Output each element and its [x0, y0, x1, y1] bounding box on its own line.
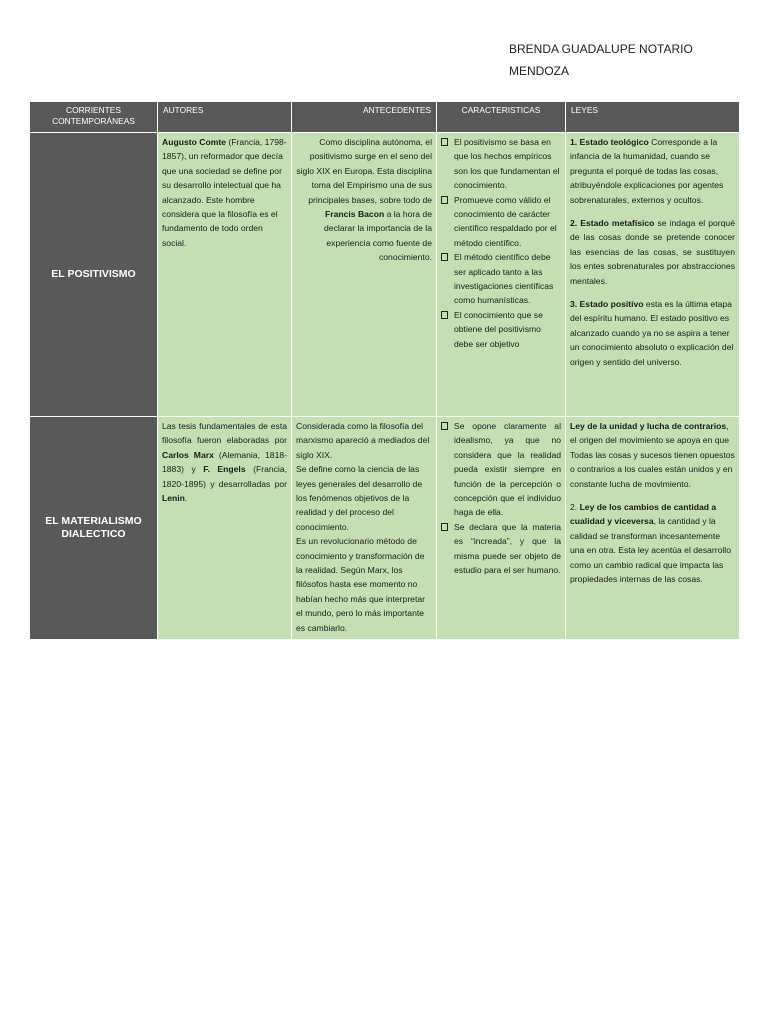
- materialismo-ley-text: , el origen del movimiento se apoya en que Todas las cosas y sucesos tienen opuestos o contrarios a los cuales están unidos y en constante lucha de movimiento.: [570, 421, 735, 489]
- row-head-positivismo-label: EL POSITIVISMO: [51, 268, 136, 280]
- materialismo-antecedentes-p3: Es un revolucionario método de conocimiento y transformación de la realidad. Según Marx, los filósofos hasta ese momento no habían hecho más que interpretar el mundo, pero lo más importante es cambiarlo.: [296, 536, 425, 633]
- materialismo-ley-text: , la cantidad y la calidad se transforman incesantemente una en otra. Esta ley acentúa el desarrollo como un cambio radical que impacta las propiedades internas de las cosas.: [570, 516, 731, 585]
- positivismo-ley-text: esta es la última etapa del espíritu humano. El estado positivo es alcanzado cuando ya no se aspira a tener un conocimiento absoluto o explicación del origen y sentido del universo.: [570, 299, 734, 367]
- materialismo-autores-text1: Las tesis fundamentales de esta filosofía fueron elaboradas por: [162, 421, 287, 446]
- author-name-line1: BRENDA GUADALUPE NOTARIO: [509, 42, 693, 56]
- bullet-box-icon: [441, 196, 448, 204]
- positivismo-ley-title: 1. Estado teológico: [570, 137, 649, 147]
- positivismo-ley-title: 3. Estado positivo: [570, 299, 644, 310]
- positivismo-ley-item: [570, 216, 735, 288]
- positivismo-caracteristica-item: [441, 308, 561, 351]
- positivismo-caracteristica-text: Promueve como válido el conocimiento de carácter científico respaldado por el método científico.: [454, 194, 557, 248]
- header-antecedentes: [292, 102, 436, 132]
- positivismo-caracteristica-item: [441, 135, 561, 193]
- positivismo-autores-text: (Francia, 1798-1857), un reformador que decía que una sociedad se define por su desarrollo intelectual que ha alcanzado. Este hombre considera que la filosofía es el fundamento de todo orden social.: [162, 137, 287, 248]
- row-head-materialismo-line2: DIALECTICO: [61, 528, 126, 540]
- header-autores-label: AUTORES: [163, 105, 204, 115]
- materialismo-autor-engels: F. Engels: [203, 464, 246, 475]
- positivismo-antecedentes-text2: a la hora de declarar la importancia de la experiencia como fuente de conocimiento.: [324, 209, 432, 263]
- materialismo-caracteristica-text: Se opone claramente al idealismo, ya que no considera que la realidad pueda existir siempre en función de la percepción o concepción que el individuo haga de ella.: [454, 421, 561, 518]
- positivismo-caracteristicas: [437, 133, 565, 416]
- materialismo-caracteristica-item: [441, 520, 561, 578]
- positivismo-caracteristica-item: [441, 250, 561, 308]
- positivismo-ley-text: Corresponde a la infancia de la humanidad, cuando se pregunta el porqué de todas las cosas, atribuyéndole explicaciones por agentes sobrenaturales, externos y ocultos.: [570, 137, 724, 205]
- positivismo-ley-item: [570, 135, 735, 207]
- materialismo-caracteristica-text: Se declara que la materia es “increada”, y que la misma puede ser objeto de estudio para el ser humano.: [454, 521, 561, 576]
- positivismo-ley-item: [570, 297, 735, 369]
- positivismo-ley-title: 2. Estado metafísico: [570, 218, 655, 229]
- row-head-materialismo: [30, 417, 157, 639]
- author-name-line2: MENDOZA: [509, 64, 569, 78]
- materialismo-caracteristicas: [437, 417, 565, 639]
- header-corrientes-line2: CONTEMPORÁNEAS: [52, 116, 135, 126]
- positivismo-autores: [158, 133, 291, 416]
- positivismo-caracteristica-text: El método científico debe ser aplicado tanto a las investigaciones científicas como humanísticas.: [454, 252, 554, 306]
- materialismo-autor-marx: Carlos Marx: [162, 449, 214, 460]
- header-corrientes-line1: CORRIENTES: [66, 105, 121, 115]
- header-leyes-label: LEYES: [571, 105, 599, 115]
- materialismo-autor-lenin: Lenin: [162, 493, 185, 504]
- materialismo-autores-text2: (Alemania, 1818-1883) y: [162, 449, 287, 475]
- materialismo-autores: [158, 417, 291, 639]
- materialismo-antecedentes: [292, 417, 436, 639]
- materialismo-antecedentes-p2: Se define como la ciencia de las leyes generales del desarrollo de los fenómenos objetivos de la realidad y del proceso del conocimiento.: [296, 464, 423, 532]
- bullet-box-icon: [441, 253, 448, 261]
- row-head-materialismo-line1: EL MATERIALISMO: [45, 515, 142, 527]
- bullet-box-icon: [441, 523, 448, 531]
- bullet-box-icon: [441, 311, 448, 319]
- materialismo-ley-number: 2.: [570, 502, 580, 513]
- header-caracteristicas: [437, 102, 565, 132]
- materialismo-caracteristica-item: [441, 419, 561, 520]
- materialismo-ley-title: Ley de la unidad y lucha de contrarios: [570, 421, 727, 431]
- bullet-box-icon: [441, 422, 448, 430]
- materialismo-autores-text3: (Francia, 1820-1895) y desarrolladas por: [162, 464, 287, 489]
- materialismo-antecedentes-p1: Considerada como la filosofía del marxismo apareció a mediados del siglo XIX.: [296, 421, 430, 460]
- positivismo-antecedentes: [292, 133, 436, 416]
- row-head-positivismo: [30, 133, 157, 416]
- materialismo-ley-item: [570, 419, 735, 491]
- positivismo-caracteristica-text: El positivismo se basa en que los hechos empíricos son los que fundamentan el conocimiento.: [454, 137, 560, 191]
- positivismo-autor-comte: Augusto Comte: [162, 137, 226, 147]
- positivismo-caracteristica-item: [441, 193, 561, 251]
- positivismo-antecedentes-bacon: Francis Bacon: [324, 209, 385, 220]
- materialismo-ley-item: [570, 500, 735, 586]
- bullet-box-icon: [441, 138, 448, 146]
- header-corrientes: [30, 102, 157, 132]
- header-antecedentes-label: ANTECEDENTES: [363, 105, 431, 115]
- comparison-table: [30, 102, 739, 639]
- positivismo-ley-text: se indaga el porqué de las cosas donde se pretende conocer las esencias de las cosas, se sustituyen los entes sobrenaturales por abstracciones mentales.: [570, 218, 735, 286]
- positivismo-caracteristica-text: El conocimiento que se obtiene del positivismo debe ser objetivo: [454, 309, 543, 349]
- positivismo-antecedentes-text1: Como disciplina autónoma, el positivismo surge en el seno del siglo XIX en Europa. Esta disciplina toma del Empirismo una de sus principales bases, sobre todo de: [296, 137, 432, 205]
- header-leyes: [566, 102, 739, 132]
- materialismo-autores-text4: .: [184, 493, 188, 504]
- materialismo-ley-title: Ley de los cambios de cantidad a cualidad y viceversa: [570, 502, 717, 527]
- positivismo-leyes: [566, 133, 739, 416]
- author-name: [509, 38, 693, 82]
- header-autores: [158, 102, 291, 132]
- header-caracteristicas-label: CARACTERISTICAS: [461, 105, 541, 115]
- materialismo-leyes: [566, 417, 739, 639]
